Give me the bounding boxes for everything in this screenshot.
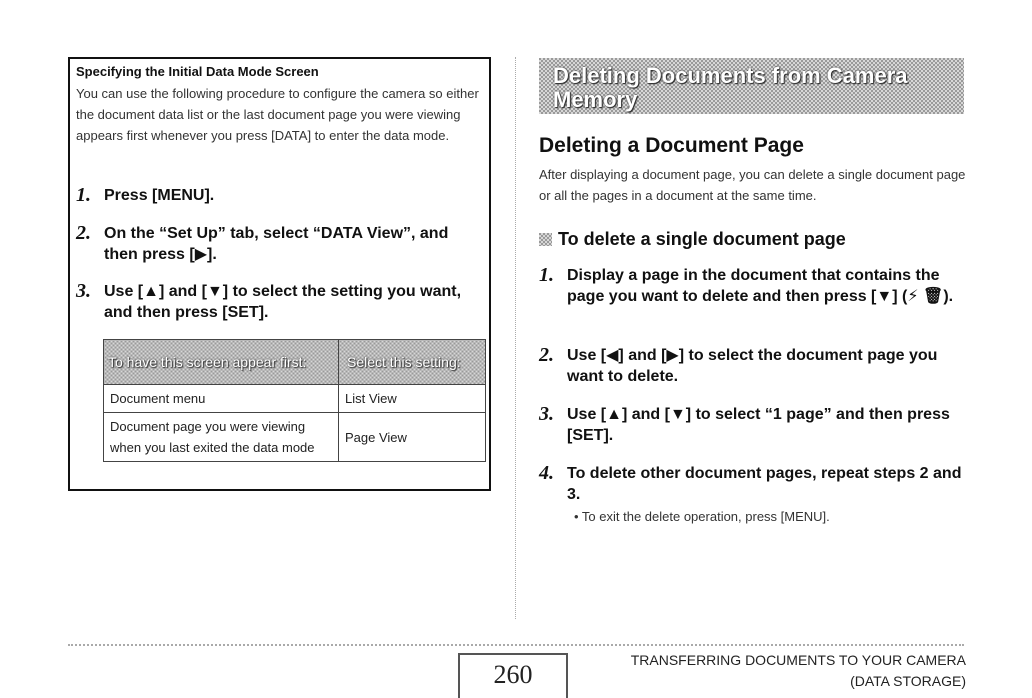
table-header-screen: To have this screen appear first: [104, 340, 339, 385]
table-cell: Document page you were viewing when you last exited the data mode [104, 413, 339, 462]
square-bullet-icon [539, 233, 552, 246]
table-cell: Page View [339, 413, 486, 462]
settings-box [68, 57, 491, 491]
table-row [104, 413, 486, 462]
step-text: Use [◀] and [▶] to select the document page you want to delete. [567, 347, 938, 385]
box-description: You can use the following procedure to configure the camera so either the document data list or the last document page you were viewing appears first whenever you press [DATA] to enter the data mode. [76, 86, 479, 143]
chapter-banner: Deleting Documents from Camera Memory [539, 58, 964, 114]
table-cell: Document menu [104, 385, 339, 413]
footer-title-line-2: (DATA STORAGE) [850, 673, 966, 689]
step-number: 1. [539, 264, 554, 286]
step-text: Use [▲] and [▼] to select the setting you want, and then press [SET]. [104, 283, 462, 321]
step-number: 3. [539, 403, 554, 425]
step-text: To delete other document pages, repeat steps 2 and 3. [567, 465, 962, 503]
box-title: Specifying the Initial Data Mode Screen [76, 64, 319, 79]
step-text: Use [▲] and [▼] to select “1 page” and then press [SET]. [567, 406, 950, 444]
step-number: 2. [76, 222, 91, 244]
step-text: Display a page in the document that contains the page you want to delete and then press [▼] (⚡ 🗑). [567, 267, 954, 305]
step-number: 3. [76, 280, 91, 302]
section-intro: After displaying a document page, you can delete a single document page or all the pages in a document at the same time. [539, 167, 966, 203]
step-number: 2. [539, 344, 554, 366]
bullet-note: • To exit the delete operation, press [MENU]. [574, 509, 830, 524]
step-text: Press [MENU]. [104, 187, 215, 204]
section-title: Deleting a Document Page [539, 134, 804, 157]
subheading [539, 229, 846, 250]
step-number: 4. [539, 462, 554, 484]
step-text: On the “Set Up” tab, select “DATA View”, and then press [▶]. [104, 225, 449, 263]
settings-table [103, 339, 486, 462]
subheading-text: To delete a single document page [558, 229, 846, 249]
footer-title-line-1: TRANSFERRING DOCUMENTS TO YOUR CAMERA [630, 652, 966, 668]
column-divider [515, 57, 517, 619]
step-number: 1. [76, 184, 91, 206]
page-number-box [458, 653, 568, 698]
table-row [104, 385, 486, 413]
footer-divider [68, 644, 964, 646]
table-cell: List View [339, 385, 486, 413]
table-header-setting: Select this setting: [339, 340, 486, 385]
page-number: 260 [493, 660, 533, 689]
